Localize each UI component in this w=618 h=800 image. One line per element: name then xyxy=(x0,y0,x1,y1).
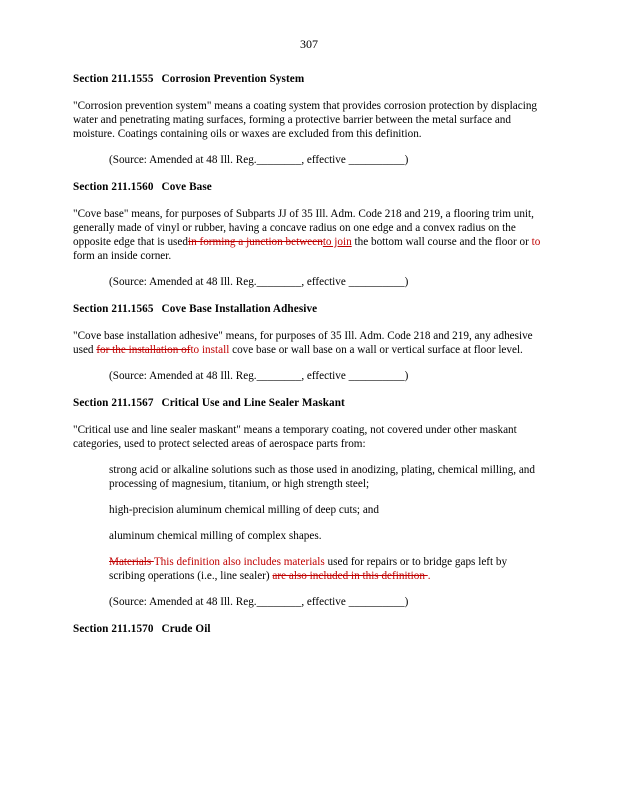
inserted-text: This definition also includes materials xyxy=(153,556,325,568)
deleted-text: Materials xyxy=(109,556,154,568)
section-heading-1565 xyxy=(73,302,543,316)
definition-paragraph xyxy=(73,329,543,357)
text-run: form an inside corner. xyxy=(73,250,172,262)
source-note: (Source: Amended at 48 Ill. Reg.________, effective __________) xyxy=(109,596,409,608)
deleted-text: in forming a junction between xyxy=(187,236,323,248)
section-number: Section 211.1567 xyxy=(73,397,154,409)
list-item: high-precision aluminum chemical milling of deep cuts; and xyxy=(109,504,379,516)
deleted-text: for the installation of xyxy=(96,344,191,356)
source-note: (Source: Amended at 48 Ill. Reg.________, effective __________) xyxy=(109,370,409,382)
text-run: the bottom wall course and the floor or xyxy=(351,236,532,248)
section-heading-1570 xyxy=(73,622,543,636)
section-heading-1560 xyxy=(73,180,543,194)
definition-paragraph: "Critical use and line sealer maskant" means a temporary coating, not covered under other maskant categories, used to protect selected areas of aerospace parts from: xyxy=(73,424,517,450)
document-body xyxy=(73,72,543,649)
definition-paragraph xyxy=(73,207,543,263)
section-title: Critical Use and Line Sealer Maskant xyxy=(161,397,345,409)
section-title: Cove Base Installation Adhesive xyxy=(161,303,318,315)
definition-paragraph: "Corrosion prevention system" means a coating system that provides corrosion protection by displacing water and penetrating mating surfaces, forming a protective barrier between the metal surface and moisture. Coatings containing oils or waxes are excluded from this definition. xyxy=(73,100,538,140)
section-title: Crude Oil xyxy=(161,623,211,635)
inserted-text: to xyxy=(531,236,541,248)
source-note: (Source: Amended at 48 Ill. Reg.________, effective __________) xyxy=(109,276,409,288)
text-run: cove base or wall base on a wall or vertical surface at floor level. xyxy=(229,344,523,356)
text-run: "Cove base" means, for purposes of Subparts JJ of 35 Ill. Adm. Code 218 and 219, a flooring trim unit, generally made of vinyl or rubber, having a concave radius on one edge and a convex radius on the opposite edge that is used xyxy=(73,208,534,248)
section-number: Section 211.1565 xyxy=(73,303,154,315)
amended-paragraph xyxy=(109,555,543,583)
section-number: Section 211.1570 xyxy=(73,623,154,635)
list-item: strong acid or alkaline solutions such as those used in anodizing, plating, chemical milling, and processing of magnesium, titanium, or high strength steel; xyxy=(109,464,535,490)
list-item: aluminum chemical milling of complex shapes. xyxy=(109,530,322,542)
inserted-text: to join xyxy=(322,236,352,248)
section-heading-1567 xyxy=(73,396,543,410)
section-number: Section 211.1560 xyxy=(73,181,154,193)
text-run: used for repairs or to bridge gaps left by scribing operations (i.e., line sealer) xyxy=(109,556,508,582)
section-heading-1555 xyxy=(73,72,543,86)
section-title: Corrosion Prevention System xyxy=(161,73,305,85)
deleted-text: are also included in this definition xyxy=(272,570,428,582)
text-run: . xyxy=(427,570,431,582)
page-number: 307 xyxy=(300,37,318,51)
text-run: "Cove base installation adhesive" means, for purposes of 35 Ill. Adm. Code 218 and 219, any adhesive used xyxy=(73,330,533,356)
section-title: Cove Base xyxy=(161,181,212,193)
section-number: Section 211.1555 xyxy=(73,73,154,85)
inserted-text: to install xyxy=(190,344,230,356)
source-note: (Source: Amended at 48 Ill. Reg.________, effective __________) xyxy=(109,154,409,166)
